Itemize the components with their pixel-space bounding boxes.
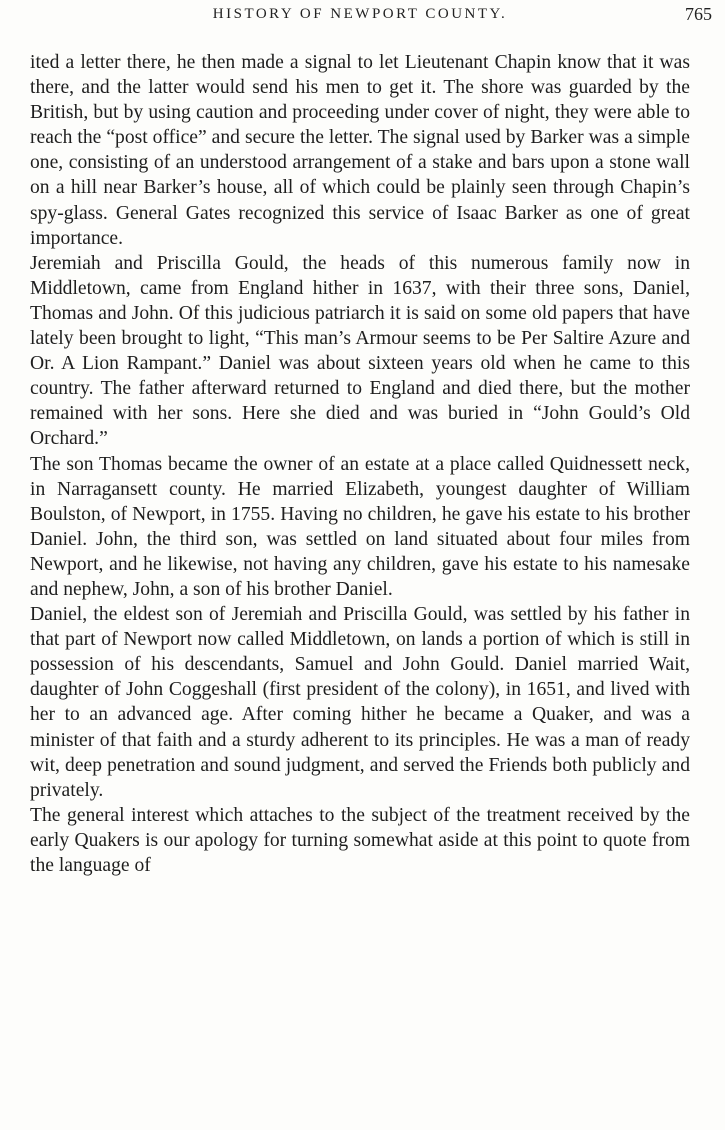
body-text bbox=[30, 50, 690, 878]
paragraph-barker-signal: ited a letter there, he then made a signal to let Lieutenant Chapin know that it was there, and the latter would send his men to get it. The shore was guarded by the British, but by using caution and proceeding under cover of night, they were able to reach the “post office” and secure the letter. The signal used by Barker was a simple one, consisting of an understood arrangement of a stake and bars upon a stone wall on a hill near Barker’s house, all of which could be plainly seen through Chapin’s spy-glass. General Gates recognized this service of Isaac Barker as one of great importance. bbox=[30, 52, 690, 249]
page-number: 765 bbox=[685, 4, 712, 24]
running-title: HISTORY OF NEWPORT COUNTY. bbox=[212, 6, 508, 22]
running-head bbox=[30, 4, 712, 30]
paragraph-quaker-treatment: The general interest which attaches to the subject of the treatment received by the early Quakers is our apology for turning somewhat aside at this point to quote from the language of bbox=[30, 804, 690, 876]
paragraph-thomas-gould: The son Thomas became the owner of an estate at a place called Quidnessett neck, in Narragansett county. He married Elizabeth, youngest daughter of William Boulston, of Newport, in 1755. Having no children, he gave his estate to his brother Daniel. John, the third son, was settled on land situated about four miles from Newport, and he likewise, not having any children, gave his estate to his namesake and nephew, John, a son of his brother Daniel. bbox=[30, 453, 690, 600]
paragraph-daniel-gould: Daniel, the eldest son of Jeremiah and Priscilla Gould, was settled by his father in that part of Newport now called Middletown, on lands a portion of which is still in possession of his descendants, Samuel and John Gould. Daniel married Wait, daughter of John Coggeshall (first president of the colony), in 1651, and lived with her to an advanced age. After coming hither he became a Quaker, and was a minister of that faith and a sturdy adherent to its principles. He was a man of ready wit, deep penetration and sound judgment, and served the Friends both publicly and privately. bbox=[30, 604, 690, 801]
paragraph-jeremiah-priscilla-gould: Jeremiah and Priscilla Gould, the heads of this numerous family now in Middletown, came from England hither in 1637, with their three sons, Daniel, Thomas and John. Of this judicious patriarch it is said on some old papers that have lately been brought to light, “This man’s Armour seems to be Per Saltire Azure and Or. A Lion Rampant.” Daniel was about sixteen years old when he came to this country. The father afterward returned to England and died there, but the mother remained with her sons. Here she died and was buried in “John Gould’s Old Orchard.” bbox=[30, 252, 690, 450]
